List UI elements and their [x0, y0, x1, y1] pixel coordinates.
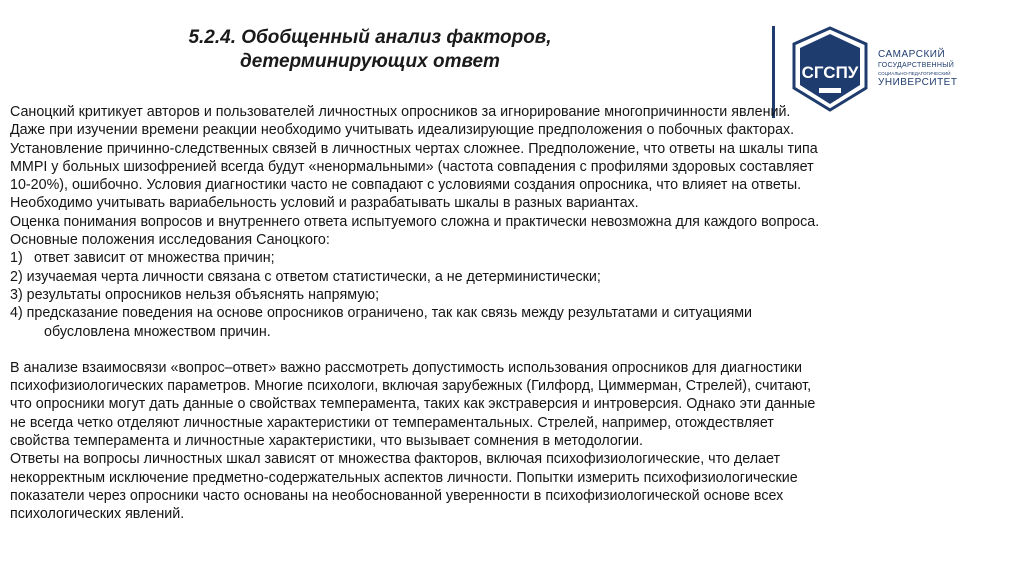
- university-name-line-2: ГОСУДАРСТВЕННЫЙ: [878, 62, 955, 69]
- list-item-3: 3) результаты опросников нельзя объяснять напрямую;: [10, 286, 380, 303]
- slide-body: [10, 103, 1010, 524]
- text-line: MMPI у больных шизофренией всегда будут «ненормальными» (частота совпадения с профилями здоровых составляет: [10, 158, 814, 175]
- text-line: Оценка понимания вопросов и внутреннего ответа испытуемого сложна и практически невозможна для каждого вопроса.: [10, 213, 820, 230]
- text-line: Основные положения исследования Саноцкого:: [10, 232, 330, 249]
- slide-title-line-2: детерминирующих ответ: [240, 51, 500, 72]
- list-item-4-continuation: обусловлена множеством причин.: [44, 323, 271, 340]
- text-line: что опросники могут дать данные о свойствах темперамента, таких как экстраверсия и интроверсия. Однако эти данные: [10, 396, 816, 413]
- slide-title: [150, 26, 590, 74]
- university-emblem: [790, 26, 870, 112]
- list-item-2: 2) изучаемая черта личности связана с ответом статистически, а не детерминистически;: [10, 268, 601, 285]
- text-line: показатели через опросники часто основаны на необоснованной уверенности в психофизиологической основе всех: [10, 487, 784, 504]
- list-item-4: 4) предсказание поведения на основе опросников ограничено, так как связь между результатами и ситуациями: [10, 305, 753, 322]
- university-name-line-3: СОЦИАЛЬНО-ПЕДАГОГИЧЕСКИЙ: [878, 71, 951, 76]
- university-name: [878, 49, 957, 89]
- paragraph-gap: [10, 341, 1010, 359]
- list-item-1-number: 1): [10, 250, 23, 267]
- list-item-1-text: ответ зависит от множества причин;: [34, 250, 275, 267]
- slide-title-line-1: 5.2.4. Обобщенный анализ факторов,: [188, 27, 552, 48]
- university-name-line-1: САМАРСКИЙ: [878, 49, 946, 60]
- text-line: 10-20%), ошибочно. Условия диагностики часто не совпадают с условиями создания опросника, что влияет на ответы.: [10, 177, 802, 194]
- text-line: свойства темперамента и личностные характеристики, что вызывает сомнения в методологии.: [10, 433, 643, 450]
- text-line: Ответы на вопросы личностных шкал зависят от множества факторов, включая психофизиологические, что делает: [10, 451, 781, 468]
- text-line: Установление причинно-следственных связей в личностных чертах сложнее. Предположение, что ответы на шкалы типа: [10, 140, 818, 157]
- text-line: В анализе взаимосвязи «вопрос–ответ» важно рассмотреть допустимость использования опросников для диагностики: [10, 359, 802, 376]
- text-line: Даже при изучении времени реакции необходимо учитывать идеализирующие предположения о побочных факторах.: [10, 122, 795, 139]
- emblem-text: СГСПУ: [801, 63, 859, 82]
- university-name-line-4: УНИВЕРСИТЕТ: [878, 77, 958, 88]
- text-line: не всегда четко отделяют личностные характеристики от темпераментальных. Стрелей, например, отождествляет: [10, 414, 774, 431]
- text-line: психологических явлений.: [10, 506, 185, 523]
- text-line: Саноцкий критикует авторов и пользователей личностных опросников за игнорирование многопричинности явлений.: [10, 104, 791, 120]
- text-line: некорректным исключение предметно-содержательных аспектов личности. Попытки измерить психофизиологические: [10, 469, 798, 486]
- list-item-1: [10, 249, 1010, 267]
- text-line: психофизиологических параметров. Многие психологи, включая зарубежных (Гилфорд, Циммерман, Стрелей), считают,: [10, 378, 812, 395]
- text-line: Необходимо учитывать вариабельность условий и разрабатывать шкалы в разных вариантах.: [10, 195, 639, 212]
